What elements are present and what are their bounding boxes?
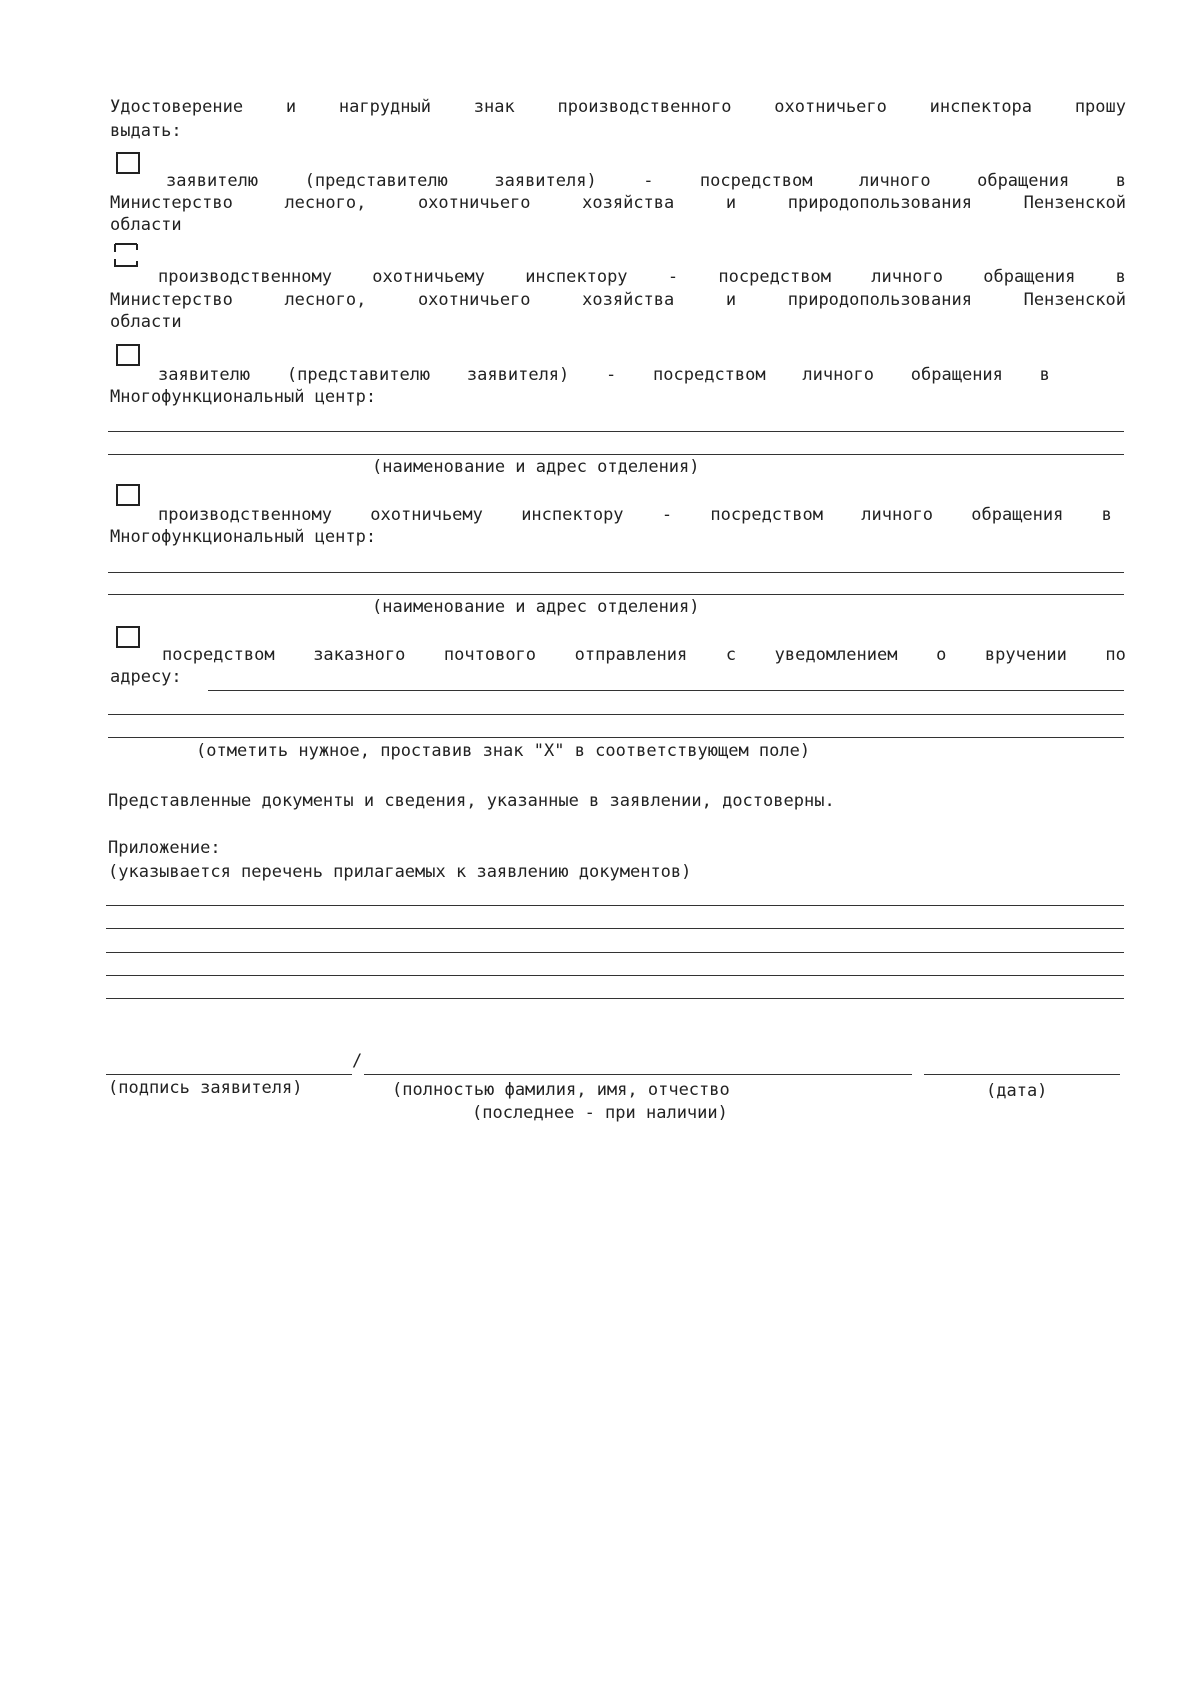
word: нагрудный: [338, 97, 431, 117]
full-name-caption-line-2: (последнее - при наличии): [472, 1103, 728, 1123]
word: и: [285, 97, 297, 117]
word: Министерство: [110, 290, 233, 310]
full-name-caption-line-1: (полностью фамилия, имя, отчество: [392, 1080, 730, 1100]
word: вручении: [984, 645, 1067, 665]
option-1-line-1: [166, 170, 1126, 192]
word: в: [1039, 365, 1050, 385]
option-4-line-2: Многофункциональный центр:: [110, 527, 377, 547]
checkbox-option-2[interactable]: [113, 242, 139, 268]
word: личного: [861, 505, 933, 525]
word: охотничьего: [417, 193, 531, 213]
attachment-blank-line-4[interactable]: [106, 975, 1124, 976]
signature-caption: (подпись заявителя): [108, 1078, 303, 1098]
option-3-blank-line-2[interactable]: [108, 454, 1124, 455]
checkbox-option-3[interactable]: [116, 344, 140, 366]
word: хозяйства: [582, 290, 675, 310]
word: инспектора: [929, 97, 1033, 117]
intro-line-1: [110, 96, 1126, 118]
word: личного: [871, 267, 943, 287]
word: обращения: [910, 365, 1003, 385]
word: (представителю: [304, 171, 448, 191]
option-3-line-2: Многофункциональный центр:: [110, 387, 377, 407]
word: и: [725, 290, 737, 310]
word: знак: [473, 97, 515, 117]
word: хозяйства: [582, 193, 675, 213]
word: охотничьего: [417, 290, 531, 310]
word: отправления: [574, 645, 688, 665]
word: производственному: [158, 505, 332, 525]
address-blank-line-1[interactable]: [208, 690, 1124, 691]
signature-slash: /: [352, 1051, 363, 1071]
word: с: [725, 645, 737, 665]
word: -: [643, 171, 654, 191]
signature-line[interactable]: [106, 1074, 352, 1075]
attachment-blank-line-5[interactable]: [106, 998, 1124, 999]
option-2-line-1: [158, 266, 1126, 288]
option-4-line-1: [158, 504, 1112, 526]
word: Министерство: [110, 193, 233, 213]
word: Пензенской: [1023, 290, 1126, 310]
date-line[interactable]: [924, 1074, 1120, 1075]
date-caption: (дата): [986, 1081, 1048, 1101]
declaration: Представленные документы и сведения, указанные в заявлении, достоверны.: [108, 791, 835, 811]
word: обращения: [983, 267, 1076, 287]
word: Пензенской: [1023, 193, 1126, 213]
word: заказного: [313, 645, 406, 665]
intro-line-2: выдать:: [110, 121, 182, 141]
attachment-hint: (указывается перечень прилагаемых к заявлению документов): [108, 862, 692, 882]
word: личного: [802, 365, 875, 385]
word: посредством: [653, 365, 766, 385]
option-3-caption: (наименование и адрес отделения): [372, 457, 700, 477]
word: заявителя): [494, 171, 597, 191]
word: природопользования: [787, 290, 972, 310]
word: о: [936, 645, 947, 665]
option-3-blank-line-1[interactable]: [108, 431, 1124, 432]
option-1-line-2: [110, 192, 1126, 214]
word: инспектору: [521, 505, 624, 525]
option-5-line-1: [162, 644, 1126, 666]
option-4-caption: (наименование и адрес отделения): [372, 597, 700, 617]
word: обращения: [977, 171, 1070, 191]
word: производственному: [158, 267, 332, 287]
word: посредством: [710, 505, 823, 525]
word: личного: [858, 171, 931, 191]
word: -: [667, 267, 679, 287]
word: посредством: [699, 171, 813, 191]
word: охотничьему: [372, 267, 485, 287]
word: заявителю: [158, 365, 251, 385]
word: природопользования: [787, 193, 972, 213]
word: и: [725, 193, 737, 213]
word: охотничьего: [774, 97, 887, 117]
word: почтового: [443, 645, 537, 665]
word: посредством: [162, 645, 275, 665]
mark-hint: (отметить нужное, проставив знак "X" в соответствующем поле): [196, 741, 811, 761]
attachment-blank-line-2[interactable]: [106, 928, 1124, 929]
word: Удостоверение: [110, 97, 244, 117]
word: обращения: [971, 505, 1064, 525]
word: -: [606, 365, 617, 385]
option-2-line-2: [110, 289, 1126, 311]
word: (представителю: [286, 365, 431, 385]
word: по: [1105, 645, 1126, 665]
checkbox-option-1[interactable]: [116, 152, 140, 174]
full-name-line[interactable]: [364, 1074, 912, 1075]
word: инспектору: [525, 267, 628, 287]
checkbox-option-4[interactable]: [116, 484, 140, 506]
word: в: [1101, 505, 1112, 525]
word: лесного,: [284, 193, 367, 213]
word: прошу: [1074, 97, 1126, 117]
word: охотничьему: [370, 505, 483, 525]
word: заявителя): [466, 365, 570, 385]
word: лесного,: [284, 290, 367, 310]
option-4-blank-line-1[interactable]: [108, 572, 1124, 573]
word: уведомлением: [774, 645, 898, 665]
word: производственного: [557, 97, 732, 117]
option-1-line-3: области: [110, 215, 182, 235]
word: в: [1115, 171, 1126, 191]
attachment-title: Приложение:: [108, 838, 221, 858]
word: в: [1115, 267, 1126, 287]
address-blank-line-2[interactable]: [108, 714, 1124, 715]
attachment-blank-line-1[interactable]: [106, 905, 1124, 906]
address-blank-line-3[interactable]: [108, 737, 1124, 738]
option-5-line-2: адресу:: [110, 667, 182, 687]
word: -: [661, 505, 673, 525]
attachment-blank-line-3[interactable]: [106, 952, 1124, 953]
option-2-line-3: области: [110, 312, 182, 332]
option-3-line-1: [158, 364, 1050, 386]
option-4-blank-line-2[interactable]: [108, 594, 1124, 595]
checkbox-option-5[interactable]: [116, 626, 140, 648]
word: посредством: [718, 267, 831, 287]
word: заявителю: [166, 171, 259, 191]
